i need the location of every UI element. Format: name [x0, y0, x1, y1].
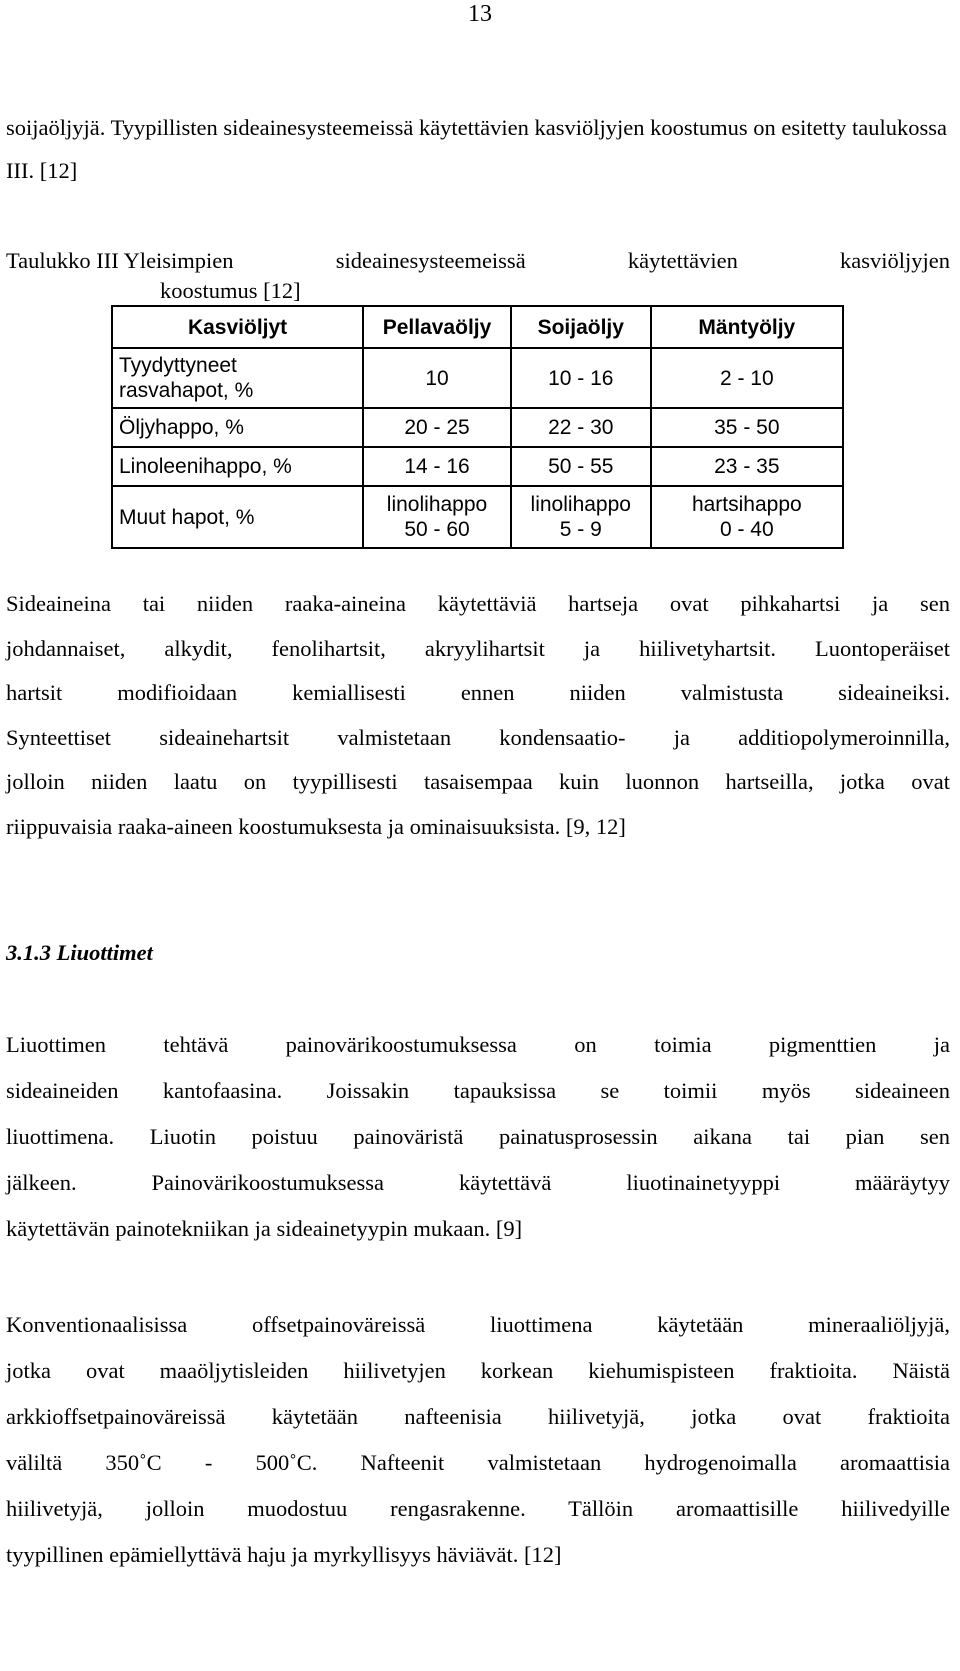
table-caption-word: sideainesysteemeissä	[335, 248, 526, 273]
text-line: Sideaineina tai niiden raaka-aineina käytettäviä hartseja ovat pihkahartsi ja sen	[6, 591, 950, 616]
text-line: käytettävän painotekniikan ja sideainetyypin mukaan. [9]	[6, 1216, 523, 1241]
table-cell: hartsihappo 0 - 40	[651, 486, 843, 548]
row-label: Öljyhappo, %	[112, 408, 363, 447]
text-line: tyypillinen epämiellyttävä haju ja myrkyllisyys häviävät. [12]	[6, 1542, 562, 1567]
table-cell: 23 - 35	[651, 447, 843, 486]
table-cell: linolihappo 5 - 9	[511, 486, 651, 548]
text-line: jälkeen. Painovärikoostumuksessa käytettävä liuotinainetyyppi määräytyy	[6, 1170, 950, 1195]
page-number: 13	[468, 1, 492, 27]
table-cell: 2 - 10	[651, 348, 843, 408]
table-cell: 14 - 16	[363, 447, 511, 486]
header-soijaoljy: Soijaöljy	[511, 306, 651, 348]
text-line: liuottimena. Liuotin poistuu painoväristä painatusprosessin aikana tai pian sen	[6, 1124, 950, 1149]
solvent-paragraph	[6, 1022, 950, 1252]
table-caption-word: kasviöljyjen	[840, 248, 950, 273]
text-line: arkkioffsetpainoväreissä käytetään nafteenisia hiilivetyjä, jotka ovat fraktioita	[6, 1404, 950, 1429]
table-cell: 22 - 30	[511, 408, 651, 447]
table-cell: linolihappo 50 - 60	[363, 486, 511, 548]
table-header-row	[112, 306, 843, 348]
intro-paragraph: soijaöljyjä. Tyypillisten sideainesysteemeissä käytettävien kasviöljyjen koostumus on esitetty taulukossa III. [12]	[6, 115, 947, 183]
text-line: jolloin niiden laatu on tyypillisesti tasaisempaa kuin luonnon hartseilla, jotka ovat	[6, 769, 950, 795]
table-cell: 10 - 16	[511, 348, 651, 408]
header-pellavaoljy: Pellavaöljy	[363, 306, 511, 348]
table-caption-line-2: koostumus [12]	[160, 278, 301, 303]
binders-paragraph	[6, 582, 950, 850]
section-heading: 3.1.3 Liuottimet	[6, 940, 153, 965]
text-line: johdannaiset, alkydit, fenolihartsit, akryylihartsit ja hiilivetyhartsit. Luontoperäiset	[6, 635, 950, 661]
row-label: Linoleenihappo, %	[112, 447, 363, 486]
fatty-acid-table	[111, 305, 844, 549]
table-caption-label: Taulukko III Yleisimpien	[6, 248, 234, 273]
table-caption	[6, 246, 950, 306]
table-cell: 35 - 50	[651, 408, 843, 447]
row-label: Tyydyttyneet rasvahapot, %	[112, 348, 363, 408]
table-row-linoleic	[112, 447, 843, 486]
table-row-other-acids	[112, 486, 843, 548]
text-line: väliltä 350˚C - 500˚C. Nafteenit valmistetaan hydrogenoimalla aromaattisia	[6, 1450, 950, 1475]
table-row-saturated	[112, 348, 843, 408]
text-line: jotka ovat maaöljytisleiden hiilivetyjen korkean kiehumispisteen fraktioita. Näistä	[6, 1358, 950, 1383]
header-kasvioljyt: Kasviöljyt	[112, 306, 363, 348]
text-line: hartsit modifioidaan kemiallisesti ennen niiden valmistusta sideaineiksi.	[6, 680, 950, 706]
table-cell: 10	[363, 348, 511, 408]
table-caption-word: käytettävien	[627, 248, 738, 273]
text-line: Liuottimen tehtävä painovärikoostumuksessa on toimia pigmenttien ja	[6, 1032, 950, 1057]
table-row-oleic	[112, 408, 843, 447]
conventional-paragraph	[6, 1302, 950, 1578]
table-cell: 20 - 25	[363, 408, 511, 447]
text-line: Konventionaalisissa offsetpainoväreissä liuottimena käytetään mineraaliöljyjä,	[6, 1312, 950, 1337]
text-line: Synteettiset sideainehartsit valmistetaan kondensaatio- ja additiopolymeroinnilla,	[6, 724, 950, 750]
text-line: sideaineiden kantofaasina. Joissakin tapauksissa se toimii myös sideaineen	[6, 1078, 950, 1103]
text-line: riippuvaisia raaka-aineen koostumuksesta ja ominaisuuksista. [9, 12]	[6, 813, 626, 839]
row-label: Muut hapot, %	[112, 486, 363, 548]
table-caption-line-1	[6, 246, 950, 276]
text-line: hiilivetyjä, jolloin muodostuu rengasrakenne. Tällöin aromaattisille hiilivedyille	[6, 1496, 950, 1521]
table-cell: 50 - 55	[511, 447, 651, 486]
header-mantyoljy: Mäntyöljy	[651, 306, 843, 348]
